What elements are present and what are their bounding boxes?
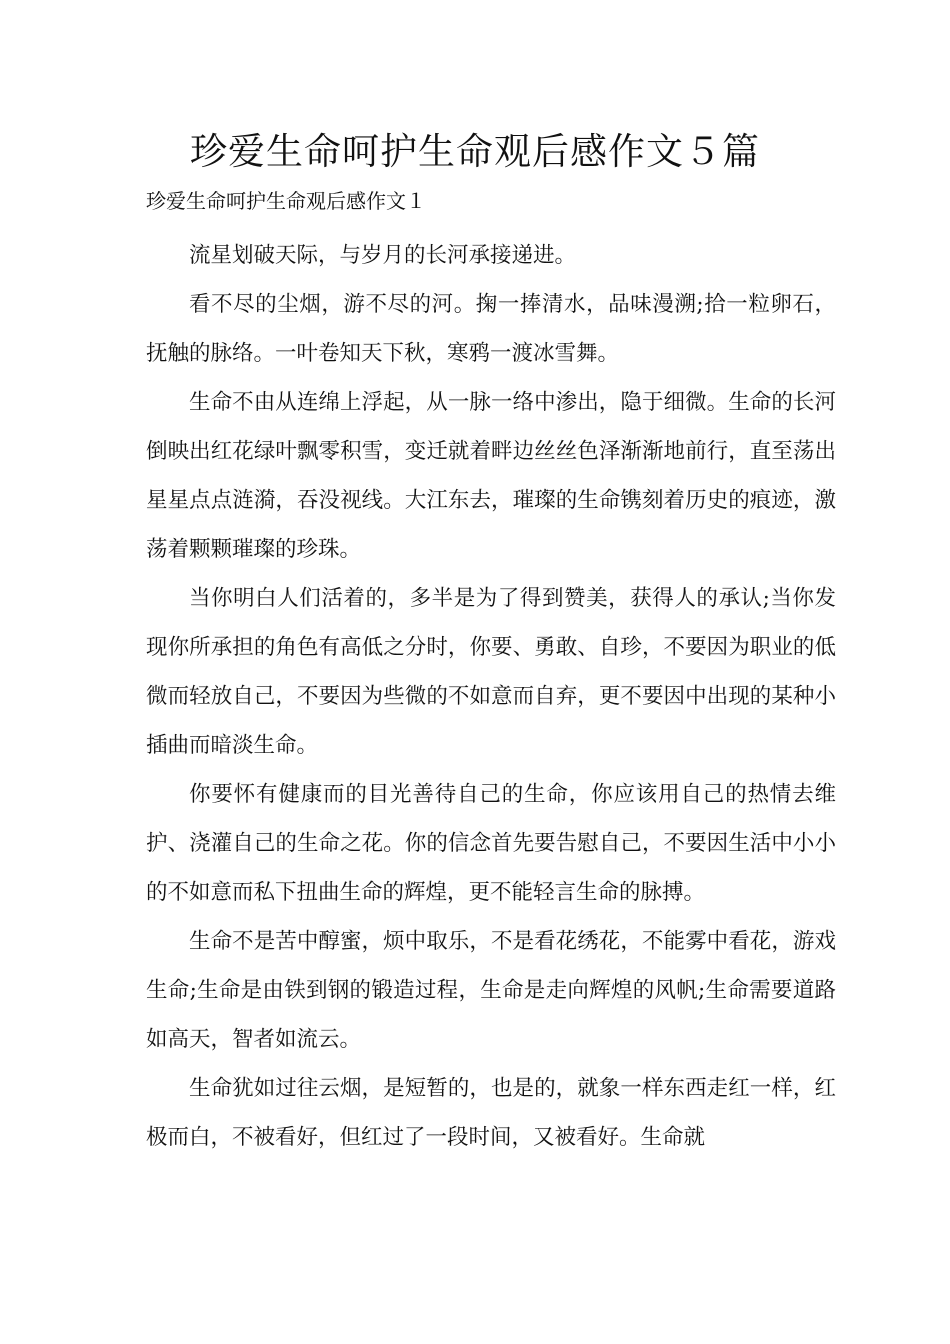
paragraph: 流星划破天际，与岁月的长河承接递进。	[189, 243, 577, 268]
paragraph: 生命犹如过往云烟，是短暂的，也是的，就象一样东西走红一样，红极而白，不被看好，但红过了一段时间，又被看好。生命就	[146, 1076, 836, 1150]
paragraph: 生命不是苦中醇蜜，烦中取乐，不是看花绣花，不能雾中看花，游戏生命;生命是由铁到钢的锻造过程，生命是走向辉煌的风帆;生命需要道路如高天，智者如流云。	[146, 929, 836, 1052]
paragraph: 看不尽的尘烟，游不尽的河。掬一捧清水，品味漫溯;拾一粒卵石，抚触的脉络。一叶卷知天下秋，寒鸦一渡冰雪舞。	[146, 292, 836, 366]
document-body	[146, 231, 836, 1162]
section-heading: 珍爱生命呵护生命观后感作文１	[146, 189, 426, 213]
document-title: 珍爱生命呵护生命观后感作文５篇	[190, 130, 760, 173]
paragraph: 生命不由从连绵上浮起，从一脉一络中渗出，隐于细微。生命的长河倒映出红花绿叶飘零积雪，变迁就着畔边丝丝色泽渐渐地前行，直至荡出星星点点涟漪，吞没视线。大江东去，璀璨的生命镌刻着历史的痕迹，激荡着颗颗璀璨的珍珠。	[146, 390, 836, 562]
paragraph: 你要怀有健康而的目光善待自己的生命，你应该用自己的热情去维护、浇灌自己的生命之花。你的信念首先要告慰自己，不要因生活中小小的不如意而私下扭曲生命的辉煌，更不能轻言生命的脉搏。	[146, 782, 836, 905]
paragraph: 当你明白人们活着的，多半是为了得到赞美，获得人的承认;当你发现你所承担的角色有高低之分时，你要、勇敢、自珍，不要因为职业的低微而轻放自己，不要因为些微的不如意而自弃，更不要因中出现的某种小插曲而暗淡生命。	[146, 586, 836, 758]
